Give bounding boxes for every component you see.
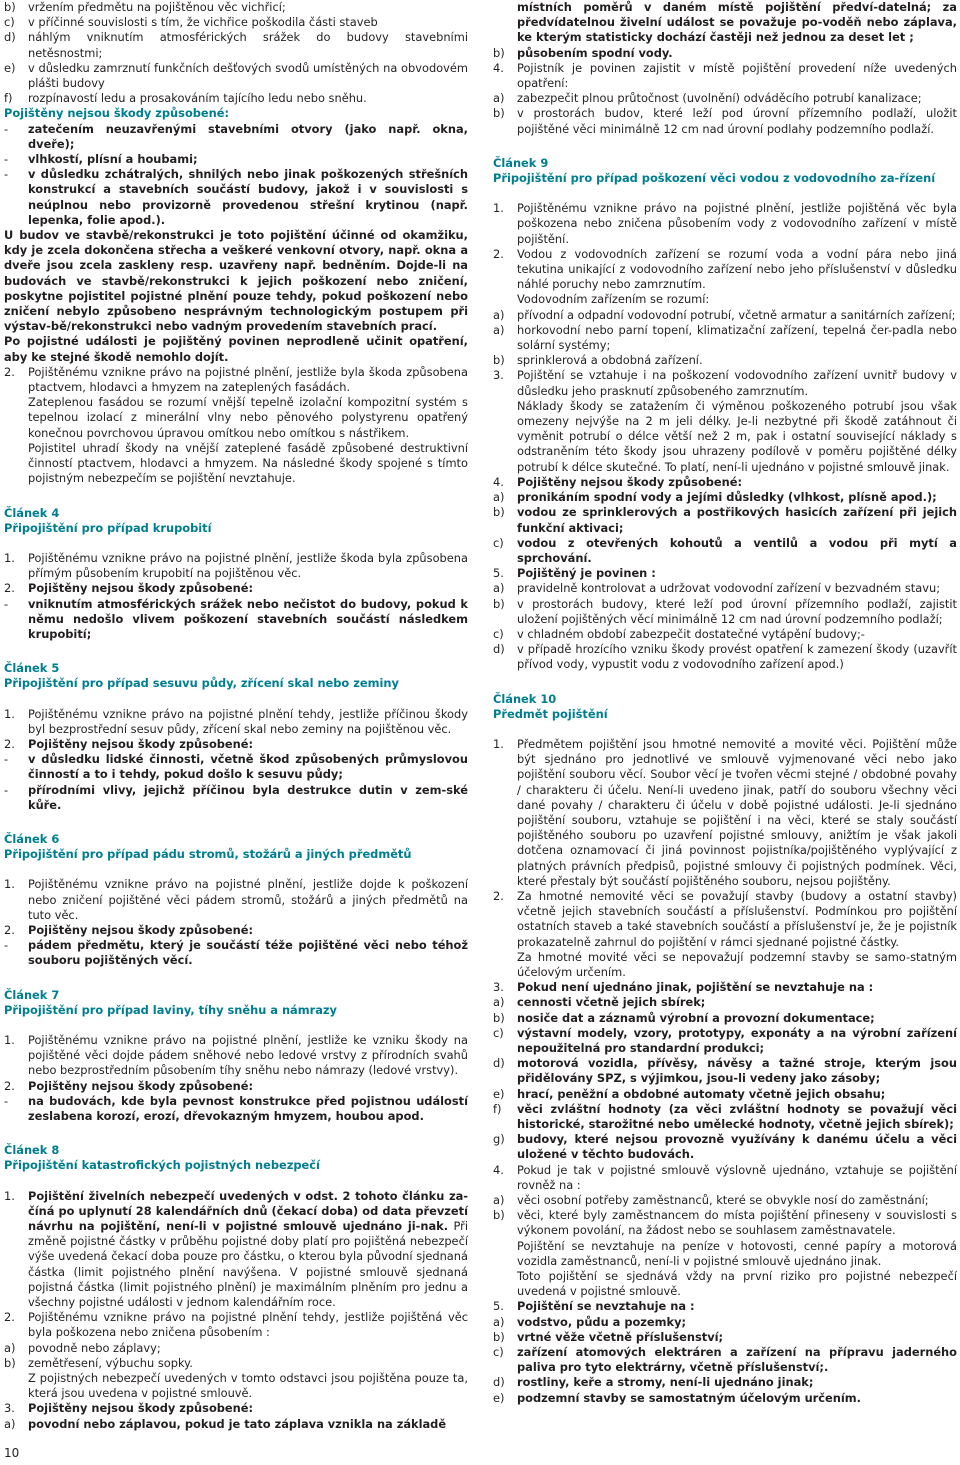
item-marker: b): [4, 1355, 16, 1370]
item-text: [517, 597, 957, 627]
item-marker: b): [493, 505, 505, 520]
item-text: [28, 938, 468, 968]
item-text: [517, 642, 957, 672]
item-text: [517, 1102, 957, 1132]
item-text: [517, 1299, 957, 1314]
item-marker: b): [493, 1208, 505, 1223]
item-text-main: v důsledku lidské činnosti, včetně škod způsobených průmyslovou činností a to i tehdy, pokud došlo k sesuvu půdy;: [28, 752, 468, 782]
list-item: [4, 597, 468, 643]
item-text: [28, 1417, 468, 1432]
item-text-main: vrtné věže včetně příslušenství;: [517, 1329, 724, 1344]
item-marker: g): [493, 1132, 505, 1147]
item-text: [517, 368, 957, 398]
item-text: [28, 15, 468, 30]
item-text-main: věci osobní potřeby zaměstnanců, které se obvykle nosí do zaměstnání;: [517, 1193, 929, 1208]
list-item: [4, 923, 468, 938]
item-text: [517, 980, 957, 995]
item-text-main: Pojištění se vztahuje i na poškození vodovodního zařízení uvnitř budovy v důsledku jeho prasknutí způsobeného zamrznutím.: [517, 368, 957, 398]
item-marker: 2.: [4, 736, 15, 751]
item-text: [28, 91, 468, 106]
item-text: [517, 627, 957, 642]
item-text-main: v prostorách budov, které leží pod úrovní přízemního podlaží, uložit pojištěné věci minimálně 12 cm nad úrovní podlahy podzemního podlaží.: [517, 106, 957, 136]
item-text-main: Pojištěny nejsou škody způsobené:: [28, 1078, 254, 1093]
item-text-main: rozpínavostí ledu a prosakováním tajícího ledu nebo sněhu.: [28, 91, 367, 106]
list-item: [4, 783, 468, 813]
list-item: [493, 1391, 957, 1406]
item-marker: a): [493, 307, 505, 322]
item-marker: b): [493, 106, 505, 121]
list-item: [4, 1310, 468, 1340]
list-item: [4, 1356, 468, 1371]
item-text-main: zatečením neuzavřenými stavebními otvory (jako např. okna, dveře);: [28, 121, 468, 151]
item-text-main: Pojištěny nejsou škody způsobené:: [28, 581, 254, 596]
item-marker: 4.: [493, 1162, 504, 1177]
list-item: [493, 308, 957, 323]
item-text-main: Pojištěný je povinen :: [517, 566, 656, 581]
item-marker: a): [4, 1340, 16, 1355]
item-marker: 2.: [493, 246, 504, 261]
item-text: [517, 490, 957, 505]
item-text: [28, 707, 468, 737]
paragraph: Pojistitel uhradí škody na vnější zateplené fasádě způsobené destruktivní činností ptactvem, hlodavci a hmyzem. Na následné škody spojené s tímto pojistným nebezpečím se pojištění nevztahuje.: [28, 440, 468, 486]
bold-paragraph: Po pojistné události je pojištěný povinen neprodleně učinit opatření, aby ke stejné škodě nemohlo dojít.: [4, 334, 468, 364]
item-marker: a): [493, 490, 505, 505]
page-number: 10: [4, 1446, 20, 1460]
bold-paragraph: místních poměrů v daném místě pojištění předví-datelná; za předvídatelnou živelní událost se považuje po-voděň nebo záplava, ke kterým statisticky dochází častěji než jednou za deset let ;: [517, 0, 957, 45]
item-text: [28, 1033, 468, 1079]
item-text-main: v příčinné souvislosti s tím, že vichřice poškodila části staveb: [28, 15, 378, 30]
list-item: [493, 1087, 957, 1102]
item-marker: a): [493, 322, 505, 337]
item-text-main: vržením předmětu na pojištěnou věc vichřicí;: [28, 0, 286, 14]
item-marker: -: [4, 752, 9, 767]
item-text-main: věci, které byly zaměstnancem do místa pojištění přineseny v souvislosti s výkonem povolání, na žádost nebo se souhlasem zaměstnavatele.: [517, 1208, 957, 1238]
list-item: [493, 490, 957, 505]
item-text-main: výstavní modely, vzory, prototypy, exponáty a na výrobní zařízení nepoužitelná pro standardní produkci;: [517, 1025, 957, 1055]
list-item: [493, 1163, 957, 1193]
article-title: Připojištění pro případ poškození věci vodou z vodovodního za-řízení: [493, 171, 936, 186]
list-item: [4, 1079, 468, 1094]
item-marker: d): [493, 642, 505, 657]
item-text: [517, 353, 957, 368]
article-heading: Článek 6: [4, 831, 60, 846]
list-item: [4, 1341, 468, 1356]
list-item: [4, 877, 468, 923]
item-text: [28, 167, 468, 228]
item-text-main: v důsledku zamrznutí funkčních dešťových svodů umístěných na obvodovém plášti budovy: [28, 60, 468, 91]
list-item: [493, 368, 957, 398]
paragraph: Náklady škody se zatažením či výměnou poškozeného potrubí jsou však omezeny nejvýše na 2 m jeli délky. Je-li nezbytné při škodě zatáhnout či vyměnit potrubí o délce větší než 2 m, pak i ostatní související náklady s odstraněním této škody jsou uhrazeny podílově v poměru pojištěné délky potrubí k délce skutečné. To platí, není-li ujednáno v pojistné smlouvě jinak.: [517, 398, 957, 474]
item-text: [517, 1193, 957, 1208]
item-text-main: vodstvo, půdu a pozemky;: [517, 1314, 687, 1329]
paragraph: Z pojistných nebezpečí uvedených v tomto odstavci jsou pojištěna pouze ta, která jsou uvedena v pojistné smlouvě.: [28, 1371, 468, 1401]
item-text: [517, 201, 957, 247]
item-text-main: Pokud je tak v pojistné smlouvě výslovně ujednáno, vztahuje se pojištění rovněž na :: [517, 1162, 957, 1192]
article-heading: Článek 5: [4, 661, 60, 676]
section-label: Pojištěny nejsou škody způsobené:: [4, 106, 230, 121]
item-text: [517, 46, 957, 61]
item-text-main: Pojištěnému vznikne právo na pojistné plnění, jestliže byla škoda způsobena ptactvem, hlodavci a hmyzem na zateplených fasádách.: [28, 364, 468, 395]
item-text: [28, 1310, 468, 1340]
paragraph: Za hmotné movité věci se nepovažují podzemní stavby se samo-statným účelovým určením.: [517, 949, 957, 979]
item-marker: 2.: [4, 1310, 15, 1325]
item-text-main: Pojištěny nejsou škody způsobené:: [517, 474, 743, 489]
list-item: [4, 551, 468, 581]
article-title: Připojištění pro případ sesuvu půdy, zřícení skal nebo zeminy: [4, 676, 399, 691]
item-marker: b): [493, 596, 505, 611]
item-marker: a): [493, 995, 505, 1010]
item-text: [28, 597, 468, 643]
item-text-main: Pojištěnému vznikne právo na pojistné plnění, jestliže dojde k poškození nebo zničení pojištěné věci pádem stromů, stožárů a jiných předmětů na tuto věc.: [28, 877, 468, 922]
list-item: [493, 1132, 957, 1162]
list-item: [493, 642, 957, 672]
item-marker: b): [493, 1329, 505, 1344]
list-item: [4, 938, 468, 968]
left-column: [4, 0, 468, 1432]
article-title: Připojištění pro případ laviny, tíhy sněhu a námrazy: [4, 1002, 337, 1017]
item-text: [517, 737, 957, 889]
item-text-main: v prostorách budovy, které leží pod úrovní přízemního podlaží, zajistit uložení pojištěných věcí minimálně 12 cm nad úrovní podzemního podlaží;: [517, 596, 957, 626]
list-item: [493, 91, 957, 106]
article-heading: Článek 9: [493, 155, 549, 170]
list-item: [4, 167, 468, 228]
item-text: [517, 1208, 957, 1238]
item-text-main: Pojištěnému vznikne právo na pojistné plnění, jestliže pojištěná věc byla poškozena nebo zničena působením vody z vodovodního zařízení v místě pojištění.: [517, 201, 957, 246]
paragraph: Zateplenou fasádou se rozumí vnější tepelně izolační kompozitní systém s tepelnou izolací z minerální vlny nebo pěnového polystyrenu opatřený konečnou povrchovou úpravou omítkou nebo omítkou s nástřikem.: [28, 395, 468, 440]
list-item: [4, 122, 468, 152]
item-text-main: zemětřesení, výbuchu sopky.: [28, 1355, 193, 1370]
item-text: [517, 1087, 957, 1102]
item-text-main: Pojištěnému vznikne právo na pojistné plnění tehdy, jestliže pojištěná věc byla poškozena nebo zničena působením :: [28, 1310, 468, 1340]
list-item: [4, 1417, 468, 1432]
item-marker: 3.: [493, 368, 504, 383]
item-text-main: náhlým vniknutím atmosférických srážek do budovy stavebními netěsnostmi;: [28, 30, 468, 60]
item-text: [28, 1341, 468, 1356]
item-text: [517, 1011, 957, 1026]
item-text-main: na budovách, kde byla pevnost konstrukce před pojistnou událostí zeslabena korozí, erozí, dřevokazným hmyzem, houbou apod.: [28, 1093, 468, 1123]
item-marker: b): [493, 1010, 505, 1025]
item-text: [517, 995, 957, 1010]
item-text-main: v důsledku zchátralých, shnilých nebo jinak poškozených střešních konstrukcí a stavebních součástí budovy, jakož i v souvislosti s neúplnou nebo provizorně provedenou střešní krytinou (např. lepenka, folie apod.).: [28, 167, 468, 227]
item-text-main: Pojistník je povinen zajistit v místě pojištění provedení níže uvedených opatření:: [517, 60, 957, 91]
item-marker: 2.: [4, 1078, 15, 1093]
item-text: [517, 106, 957, 136]
item-marker: c): [493, 626, 504, 641]
article-title: Připojištění pro případ pádu stromů, stožárů a jiných předmětů: [4, 847, 412, 862]
item-text-main: motorová vozidla, přívěsy, návěsy a tažné stroje, kterým jsou přidělovány SPZ, s výjimkou, jsou-li vedeny jako zásoby;: [517, 1056, 957, 1086]
item-text: [517, 1056, 957, 1086]
item-text-continued: Při změně pojistné částky v průběhu pojistné doby platí pro pojištěná nebezpečí výše uvedená čekací doba pouze pro částku, o kterou byla původní sjednaná částka (limit pojistného plnění navýšena. V pojistné smlouvě sjednaná pojistná částka (limit pojistného plnění) je maximálním plněním pro jednu a všechny pojistné události v jednom kalendářním roce.: [28, 1219, 468, 1310]
article-title: Připojištění pro případ krupobití: [4, 520, 212, 535]
item-text-main: Předmětem pojištění jsou hmotné nemovité a movité věci. Pojištění může být sjednáno pro jednotlivé ve smlouvě vyjmenované věci nebo jako pojištění souboru věcí. Soubor věcí je tvořen věcmi stejné / obdobné povahy / charakteru či účelu. Není-li uvedeno jinak, patří do souboru všechny věci dané povahy / charakteru či účelu v době pojistné události. Je-li sjednáno pojištění souboru, vztahuje se pojištění i na věci, které se staly součástí pojištěného souboru po uzavření pojistné smlouvy, anižtím je však jakoli dotčena oznamovací či jiná povinnost pojistníka/pojištěného vyplývající z platných právních předpisů, pojistné smlouvy či pojistných podmínek. Věci, které přestaly být součástí pojištěného souboru, nejsou pojištěny.: [517, 736, 957, 888]
paragraph: Vodovodním zařízením se rozumí:: [517, 292, 710, 307]
item-marker: f): [493, 1101, 502, 1116]
list-item: [4, 1033, 468, 1079]
item-text-main: Pokud není ujednáno jinak, pojištění se nevztahuje na :: [517, 980, 874, 995]
item-marker: 2.: [493, 888, 504, 903]
item-marker: 1.: [493, 736, 504, 751]
list-item: [4, 1094, 468, 1124]
list-item: [493, 889, 957, 950]
item-marker: a): [493, 581, 505, 596]
item-text-main: Pojištěny nejsou škody způsobené:: [28, 736, 254, 751]
item-text-main: vodou ze sprinklerových a postřikových hasicích zařízení při jejich funkční aktivaci;: [517, 505, 957, 535]
item-text: [28, 365, 468, 395]
item-marker: 1.: [4, 550, 15, 565]
item-marker: c): [493, 535, 504, 550]
item-marker: -: [4, 938, 9, 953]
list-item: [4, 707, 468, 737]
item-marker: -: [4, 152, 9, 167]
item-marker: -: [4, 121, 9, 136]
item-marker: 1.: [4, 877, 15, 892]
list-item: [493, 1315, 957, 1330]
item-text-main: sprinklerová a obdobná zařízení.: [517, 353, 703, 368]
list-item: [4, 0, 468, 15]
item-text-main: pádem předmětu, který je součástí téže pojištěné věci nebo téhož souboru pojištěných věcí.: [28, 938, 468, 968]
item-marker: c): [493, 1345, 504, 1360]
bold-paragraph: U budov ve stavbě/rekonstrukci je toto pojištění účinné od okamžiku, kdy je zcela dokončena střecha a veškeré venkovní otvory, např. okna a dveře jsou zcela zaskleny resp. uzavřeny např. bedněním. Dojde-li na budovách ve stavbě/rekonstrukci k jejich poškození nebo zničení, poskytne pojistitel pojistné plnění pouze tehdy, pokud poškození nebo zničení nebylo způsobeno nesprávným technologickým postupem při výstav-bě/rekonstrukci nebo vadným provedením stavebních prací.: [4, 228, 468, 334]
item-text: [517, 566, 957, 581]
item-text-main: povodní nebo záplavou, pokud je tato záplava vznikla na základě: [28, 1416, 447, 1431]
item-text-main: podzemní stavby se samostatným účelovým určením.: [517, 1390, 861, 1405]
item-marker: 5.: [493, 566, 504, 581]
item-text: [28, 61, 468, 91]
item-text: [517, 1330, 957, 1345]
item-text: [28, 1401, 468, 1416]
item-text: [517, 1391, 957, 1406]
item-marker: 1.: [4, 1032, 15, 1047]
list-item: [493, 1056, 957, 1086]
list-item: [4, 15, 468, 30]
item-marker: b): [493, 353, 505, 368]
item-text: [517, 1163, 957, 1193]
article-heading: Článek 10: [493, 691, 557, 706]
item-text-main: vlhkostí, plísní a houbami;: [28, 152, 198, 167]
list-item: [493, 1193, 957, 1208]
item-text-main: Pojištěny nejsou škody způsobené:: [28, 922, 254, 937]
list-item: [4, 1401, 468, 1416]
item-marker: -: [4, 782, 9, 797]
item-marker: -: [4, 167, 9, 182]
item-text: [28, 0, 468, 15]
item-text-main: věci zvláštní hodnoty (za věci zvláštní hodnoty se považují věci historické, starožitné nebo umělecké hodnoty, včetně jejich sbírek);: [517, 1101, 957, 1132]
item-marker: b): [4, 0, 16, 14]
item-text: [28, 581, 468, 596]
list-item: [4, 152, 468, 167]
item-marker: 2.: [4, 364, 15, 379]
item-text-main: v chladném období zabezpečit dostatečné vytápění budovy;-: [517, 626, 865, 641]
item-text: [517, 505, 957, 535]
item-marker: c): [493, 1025, 504, 1040]
list-item: [493, 323, 957, 353]
list-item: [493, 61, 957, 91]
list-item: [493, 597, 957, 627]
list-item: [493, 1026, 957, 1056]
item-marker: f): [4, 91, 13, 106]
item-text-main: Pojištěnému vznikne právo na pojistné plnění tehdy, jestliže příčinou škody byl bezprostřední sesuv půdy, zřícení skal nebo zeminy na pojištěnou věc.: [28, 706, 468, 736]
list-item: [493, 353, 957, 368]
item-text-main: horkovodní nebo parní topení, klimatizační zařízení, tepelná čer-padla nebo solární systémy;: [517, 322, 957, 353]
item-text-main: vniknutím atmosférických srážek nebo nečistot do budovy, pokud k němu nedošlo vlivem poškození stavebních součástí následkem krupobití;: [28, 596, 468, 641]
list-item: [493, 1011, 957, 1026]
article-heading: Článek 7: [4, 987, 60, 1002]
item-text-main: vodou z otevřených kohoutů a ventilů a vodou při mytí a sprchování.: [517, 535, 957, 565]
item-marker: b): [493, 45, 505, 60]
item-marker: d): [493, 1375, 505, 1390]
list-item: [493, 536, 957, 566]
item-text-main: rostliny, keře a stromy, není-li ujednáno jinak;: [517, 1375, 814, 1390]
item-marker: 4.: [493, 474, 504, 489]
list-item: [493, 980, 957, 995]
item-text-main: působením spodní vody.: [517, 45, 673, 60]
item-marker: -: [4, 1093, 9, 1108]
paragraph: Toto pojištění se sjednává vždy na první riziko pro pojistné nebezpečí uvedená v pojistné smlouvě.: [517, 1269, 957, 1299]
list-item: [4, 61, 468, 91]
item-text-main: Pojištěnému vznikne právo na pojistné plnění, jestliže ke vzniku škody na pojištěné věci dojde pádem sněhové nebo ledové vrstvy z přírodních svahů nebo bezprostředním působením tíhy sněhu nebo námrazy (ledové vrstvy).: [28, 1032, 468, 1078]
list-item: [4, 30, 468, 60]
item-text-main: Pojištění se nevztahuje na :: [517, 1299, 695, 1314]
item-text: [517, 323, 957, 353]
item-marker: e): [493, 1086, 505, 1101]
item-marker: 2.: [4, 922, 15, 937]
item-marker: e): [493, 1390, 505, 1405]
item-text-main: budovy, které nejsou provozně využívány k danému účelu a věci uložené v těchto budovách.: [517, 1132, 957, 1162]
list-item: [4, 752, 468, 782]
list-item: [493, 566, 957, 581]
item-text: [517, 1315, 957, 1330]
item-marker: 1.: [4, 706, 15, 721]
item-marker: d): [4, 30, 16, 45]
list-item: [493, 106, 957, 136]
item-text: [517, 247, 957, 293]
item-marker: a): [4, 1416, 16, 1431]
item-text-main: pronikáním spodní vody a jejími důsledky (vlhkost, plísně apod.);: [517, 490, 937, 505]
list-item: [493, 627, 957, 642]
article-heading: Článek 4: [4, 505, 60, 520]
item-marker: c): [4, 15, 15, 30]
list-item: [493, 1345, 957, 1375]
item-text: [28, 152, 468, 167]
item-text-main: cennosti včetně jejich sbírek;: [517, 995, 706, 1010]
item-text: [517, 1132, 957, 1162]
item-marker: a): [493, 1193, 505, 1208]
item-marker: 3.: [493, 980, 504, 995]
list-item: [493, 737, 957, 889]
item-text: [28, 1189, 468, 1311]
item-text-main: zabezpečit plnou průtočnost (uvolnění) odváděcího potrubí kanalizace;: [517, 91, 922, 106]
item-text: [28, 30, 468, 60]
list-item: [493, 46, 957, 61]
list-item: [493, 505, 957, 535]
item-text: [517, 1345, 957, 1375]
list-item: [4, 581, 468, 596]
item-text-main: nosiče dat a záznamů výrobní a provozní dokumentace;: [517, 1010, 875, 1025]
item-marker: 4.: [493, 60, 504, 75]
item-marker: 3.: [4, 1401, 15, 1416]
item-text-main: Pojištěny nejsou škody způsobené:: [28, 1401, 254, 1416]
item-text: [517, 308, 957, 323]
item-text: [28, 923, 468, 938]
item-text: [28, 737, 468, 752]
article-heading: Článek 8: [4, 1143, 60, 1158]
list-item: [4, 737, 468, 752]
paragraph: Pojištění se nevztahuje na peníze v hotovosti, cenné papíry a motorová vozidla zaměstnanců, není-li v pojistné smlouvě ujednáno jinak.: [517, 1238, 957, 1268]
list-item: [4, 1189, 468, 1311]
article-title: Připojištění katastrofických pojistných nebezpečí: [4, 1158, 320, 1173]
item-marker: e): [4, 60, 16, 75]
list-item: [493, 1375, 957, 1390]
item-marker: 2.: [4, 581, 15, 596]
list-item: [4, 365, 468, 395]
item-text: [517, 536, 957, 566]
item-text: [28, 877, 468, 923]
item-text: [517, 61, 957, 91]
item-marker: 1.: [493, 201, 504, 216]
item-text: [517, 91, 957, 106]
item-marker: a): [493, 91, 505, 106]
item-text: [28, 1079, 468, 1094]
list-item: [493, 1102, 957, 1132]
item-text: [517, 475, 957, 490]
list-item: [493, 247, 957, 293]
item-marker: -: [4, 596, 9, 611]
item-text-main: Za hmotné nemovité věci se považují stavby (budovy a ostatní stavby) včetně jejich stavebních součástí a příslušenství. Podmínkou pro pojištění ostatních staveb a také stavebních součástí a příslušenství je, že je pojistník prokazatelně zahrnul do pojištění v rámci sjednané pojistné částky.: [517, 888, 957, 949]
item-text-main: v případě hrozícího vzniku škody provést opatření k zamezení škody (uzavřít přívod vody, vypustit vodu z vodovodního zařízení apod.): [517, 642, 957, 672]
list-item: [493, 475, 957, 490]
item-text: [28, 752, 468, 782]
list-item: [493, 1299, 957, 1314]
item-text-main: Pojištěnému vznikne právo na pojistné plnění, jestliže škoda byla způsobena přímým působením krupobití na pojištěnou věc.: [28, 550, 468, 581]
item-marker: 1.: [4, 1188, 15, 1203]
item-marker: a): [493, 1314, 505, 1329]
item-text-main: hrací, peněžní a obdobné automaty včetně jejich obsahu;: [517, 1086, 886, 1101]
item-marker: 5.: [493, 1299, 504, 1314]
item-text-main: povodně nebo záplavy;: [28, 1340, 161, 1355]
item-text: [28, 551, 468, 581]
list-item: [493, 995, 957, 1010]
list-item: [493, 1330, 957, 1345]
item-text-main: přívodní a odpadní vodovodní potrubí, včetně armatur a sanitárních zařízení;: [517, 307, 956, 322]
item-text: [28, 122, 468, 152]
item-text: [517, 581, 957, 596]
article-title: Předmět pojištění: [493, 706, 608, 721]
item-text: [517, 1026, 957, 1056]
item-text: [28, 783, 468, 813]
item-text: [517, 1375, 957, 1390]
item-text-main: Pojištění živelních nebezpečí uvedených v odst. 2 tohoto článku za-číná po uplynutí 28 kalendářních dnů (čekací doba) od data převzetí návrhu na pojištění, není-li v pojistné smlouvě ujednáno ji-nak.: [28, 1188, 468, 1234]
list-item: [493, 1208, 957, 1238]
item-text-main: zařízení atomových elektráren a zařízení na přípravu jaderného paliva pro tyto elektrárny, včetně příslušenství;.: [517, 1345, 957, 1375]
item-text-main: pravidelně kontrolovat a udržovat vodovodní zařízení v bezvadném stavu;: [517, 581, 941, 596]
right-column: [493, 0, 957, 1406]
list-item: [4, 91, 468, 106]
item-text: [28, 1356, 468, 1371]
item-text-main: Vodou z vodovodních zařízení se rozumí voda a vodní pára nebo jiná tekutina unikající z vodovodního zařízení nebo jeho příslušenství v důsledku náhlé poruchy nebo zamrznutím.: [517, 246, 957, 292]
list-item: [493, 201, 957, 247]
item-text: [28, 1094, 468, 1124]
item-marker: d): [493, 1056, 505, 1071]
list-item: [493, 581, 957, 596]
item-text: [517, 889, 957, 950]
item-text-main: přírodními vlivy, jejichž příčinou byla destrukce dutin v zem-ské kůře.: [28, 782, 468, 812]
